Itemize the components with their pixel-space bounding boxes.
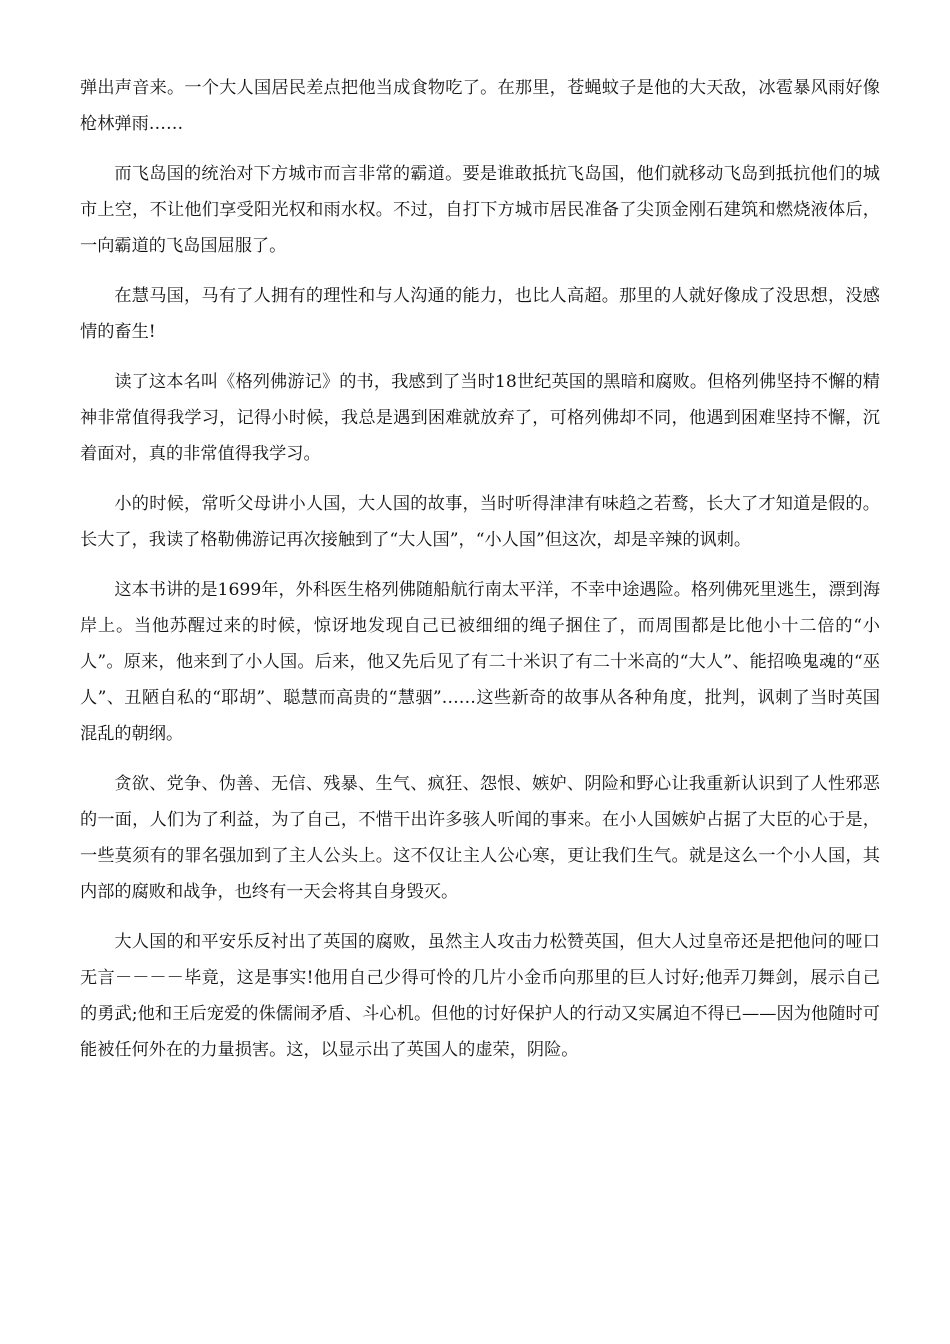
paragraph: 大人国的和平安乐反衬出了英国的腐败，虽然主人攻击力松赞英国，但大人过皇帝还是把他问的哑口无言－－－－毕竟，这是事实!他用自己少得可怜的几片小金币向那里的巨人讨好;他弄刀舞剑，展示自己的勇武;他和王后宠爱的侏儒闹矛盾、斗心机。但他的讨好保护人的行动又实属迫不得已——因为他随时可能被任何外在的力量损害。这，以显示出了英国人的虚荣，阴险。 <box>80 932 880 1060</box>
paragraph: 贪欲、党争、伪善、无信、残暴、生气、疯狂、怨恨、嫉妒、阴险和野心让我重新认识到了人性邪恶的一面，人们为了利益，为了自己，不惜干出许多骇人听闻的事来。在小人国嫉妒占据了大臣的心于是，一些莫须有的罪名强加到了主人公头上。这不仅让主人公心寒，更让我们生气。就是这么一个小人国，其内部的腐败和战争，也终有一天会将其自身毁灭。 <box>80 774 880 902</box>
document-page <box>80 70 880 1082</box>
paragraph: 小的时候，常听父母讲小人国，大人国的故事，当时听得津津有味趋之若鹜，长大了才知道是假的。长大了，我读了格勒佛游记再次接触到了“大人国”，“小人国”但这次，却是辛辣的讽刺。 <box>80 494 880 550</box>
paragraph: 读了这本名叫《格列佛游记》的书，我感到了当时18世纪英国的黑暗和腐败。但格列佛坚持不懈的精神非常值得我学习，记得小时候，我总是遇到困难就放弃了，可格列佛却不同，他遇到困难坚持不懈，沉着面对，真的非常值得我学习。 <box>80 372 880 464</box>
paragraph: 在慧马国，马有了人拥有的理性和与人沟通的能力，也比人高超。那里的人就好像成了没思想，没感情的畜生! <box>80 286 880 342</box>
paragraph: 这本书讲的是1699年，外科医生格列佛随船航行南太平洋，不幸中途遇险。格列佛死里逃生，漂到海岸上。当他苏醒过来的时候，惊讶地发现自己已被细细的绳子捆住了，而周围都是比他小十二倍的“小人”。原来，他来到了小人国。后来，他又先后见了有二十米识了有二十米高的“大人”、能招唤鬼魂的“巫人”、丑陋自私的“耶胡”、聪慧而高贵的“慧骃”……这些新奇的故事从各种角度，批判，讽刺了当时英国混乱的朝纲。 <box>80 580 881 744</box>
paragraph: 弹出声音来。一个大人国居民差点把他当成食物吃了。在那里，苍蝇蚊子是他的大天敌，冰雹暴风雨好像枪林弹雨…… <box>80 78 880 134</box>
paragraph: 而飞岛国的统治对下方城市而言非常的霸道。要是谁敢抵抗飞岛国，他们就移动飞岛到抵抗他们的城市上空，不让他们享受阳光权和雨水权。不过，自打下方城市居民准备了尖顶金刚石建筑和燃烧液体后，一向霸道的飞岛国屈服了。 <box>80 164 880 256</box>
